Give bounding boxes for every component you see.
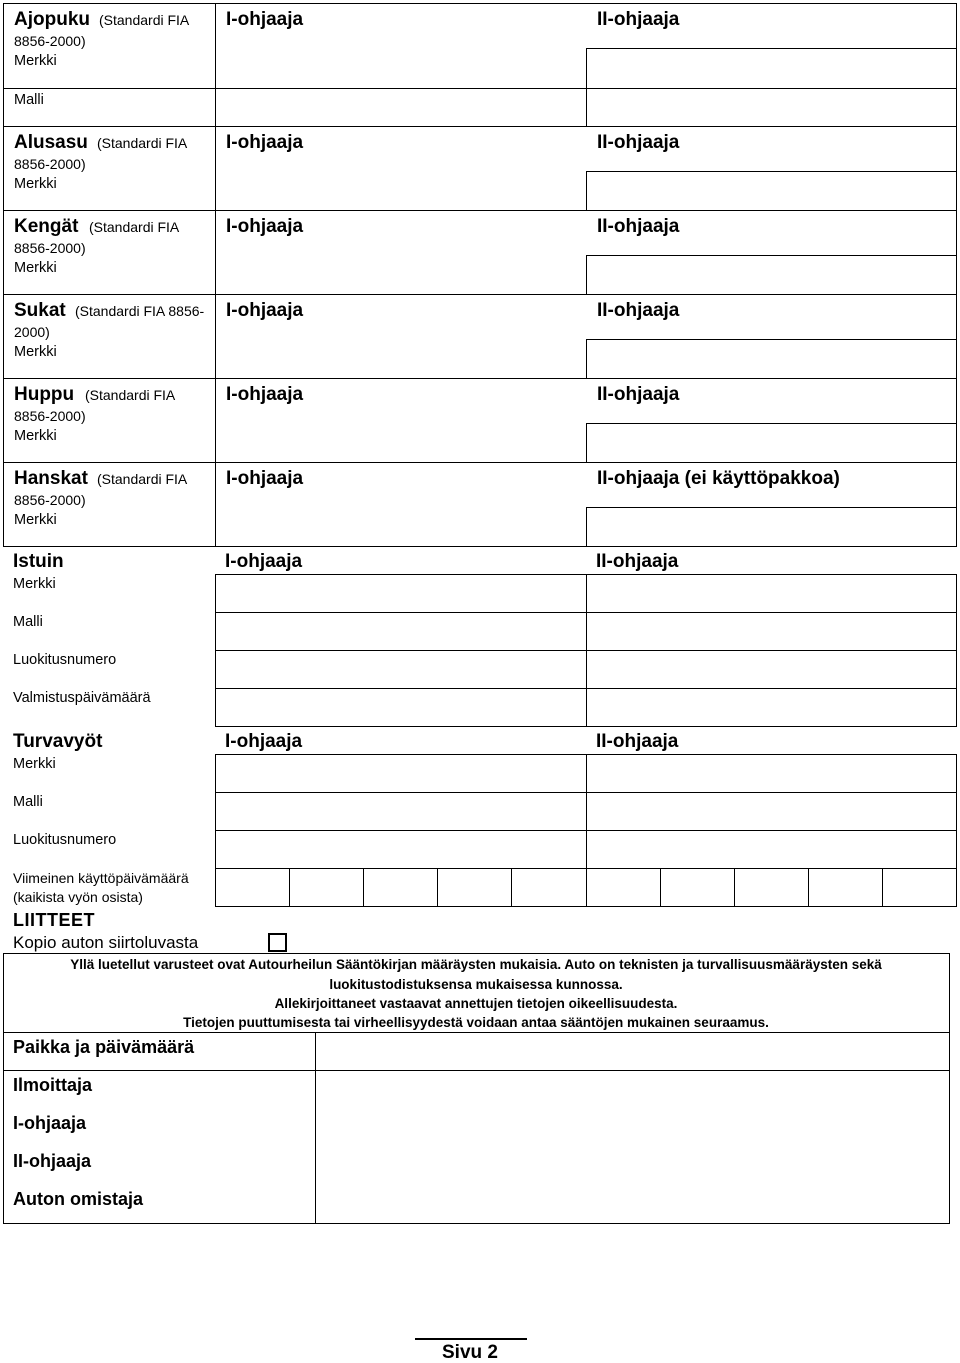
section-ajopuku [3, 3, 957, 126]
row-label-valmistuspaivamaara: Valmistuspäivämäärä [13, 690, 151, 706]
attachment-item-label: Kopio auton siirtoluvasta [13, 933, 199, 952]
driver2-header: II-ohjaaja [596, 551, 679, 572]
footer-rule [415, 1338, 527, 1340]
driver1-header: I-ohjaaja [226, 216, 304, 237]
row-label-merkki: Merkki [14, 260, 57, 276]
driver1-header: I-ohjaaja [225, 731, 303, 752]
driver1-header: I-ohjaaja [226, 384, 304, 405]
driver2-header: II-ohjaaja (ei käyttöpakkoa) [597, 468, 840, 489]
driver2-header: II-ohjaaja [597, 216, 680, 237]
section-title: Ajopuku [14, 9, 90, 30]
row-label-merkki: Merkki [14, 428, 57, 444]
signer-label-driver2: II-ohjaaja [13, 1151, 92, 1171]
section-title: Sukat [14, 300, 66, 321]
section-alusasu [3, 126, 957, 210]
section-standard-2: 8856-2000) [14, 33, 86, 49]
section-standard-2: 8856-2000) [14, 156, 86, 172]
section-standard: (Standardi FIA 8856- [75, 303, 205, 319]
belt-field-row[interactable] [215, 830, 957, 868]
row-label-luokitusnumero: Luokitusnumero [13, 832, 117, 848]
row-label-merkki: Merkki [14, 53, 57, 69]
last-use-date-boxes[interactable] [215, 868, 957, 906]
section-standard-2: 8856-2000) [14, 240, 86, 256]
seat-field-row[interactable] [215, 612, 957, 650]
seat-field-row[interactable] [215, 650, 957, 688]
seat-field-row[interactable] [215, 574, 957, 612]
row-label-merkki: Merkki [13, 756, 56, 772]
declaration-line-4: Tietojen puuttumisesta tai virheellisyydestä voidaan antaa sääntöjen mukainen seuraamus. [183, 1015, 769, 1030]
row-label-merkki: Merkki [13, 576, 56, 592]
page-number: Sivu 2 [442, 1342, 498, 1363]
driver1-header: I-ohjaaja [226, 9, 304, 30]
row-label-merkki: Merkki [14, 512, 57, 528]
driver2-header: II-ohjaaja [597, 384, 680, 405]
row-label-merkki: Merkki [14, 344, 57, 360]
last-use-label-2: (kaikista vyön osista) [13, 889, 143, 905]
row-label-malli: Malli [13, 614, 43, 630]
belt-field-row[interactable] [215, 754, 957, 792]
section-standard-2: 2000) [14, 324, 50, 340]
attachment-checkbox[interactable] [268, 933, 287, 952]
declaration-line-2: luokitustodistuksensa mukaisessa kunnossa. [329, 977, 623, 992]
driver2-header: II-ohjaaja [596, 731, 679, 752]
section-title: Kengät [14, 216, 79, 237]
belt-field-row[interactable] [215, 792, 957, 830]
belts-title: Turvavyöt [13, 731, 103, 752]
attachments-title: LIITTEET [13, 910, 95, 930]
section-title: Huppu [14, 384, 75, 405]
driver1-header: I-ohjaaja [226, 132, 304, 153]
section-standard-2: 8856-2000) [14, 408, 86, 424]
signature-field[interactable] [316, 1071, 949, 1223]
driver1-header: I-ohjaaja [226, 468, 304, 489]
seat-title: Istuin [13, 551, 64, 572]
row-label-merkki: Merkki [14, 176, 57, 192]
section-standard: (Standardi FIA [99, 12, 190, 28]
driver2-header: II-ohjaaja [597, 132, 680, 153]
section-standard-2: 8856-2000) [14, 492, 86, 508]
place-date-field[interactable] [316, 1033, 949, 1070]
section-standard: (Standardi FIA [97, 135, 188, 151]
section-standard: (Standardi FIA [89, 219, 180, 235]
place-date-label: Paikka ja päivämäärä [13, 1037, 195, 1057]
driver1-header: I-ohjaaja [226, 300, 304, 321]
section-sukat [3, 294, 957, 378]
seat-field-row[interactable] [215, 688, 957, 726]
row-label-luokitusnumero: Luokitusnumero [13, 652, 117, 668]
declaration-line-3: Allekirjoittaneet vastaavat annettujen tietojen oikeellisuudesta. [274, 996, 678, 1011]
section-standard: (Standardi FIA [97, 471, 188, 487]
driver2-header: II-ohjaaja [597, 9, 680, 30]
section-title: Hanskat [14, 468, 88, 489]
row-label-malli: Malli [14, 92, 44, 108]
driver2-header: II-ohjaaja [597, 300, 680, 321]
last-use-label: Viimeinen käyttöpäivämäärä [13, 870, 189, 886]
section-kengat [3, 210, 957, 294]
section-hanskat [3, 462, 957, 546]
driver1-header: I-ohjaaja [225, 551, 303, 572]
section-title: Alusasu [14, 132, 88, 153]
section-huppu [3, 378, 957, 462]
signer-label-owner: Auton omistaja [13, 1189, 144, 1209]
signer-label-driver1: I-ohjaaja [13, 1113, 87, 1133]
declaration-line-1: Yllä luetellut varusteet ovat Autourheilun Sääntökirjan määräysten mukaisia. Auto on teknisten ja turvallisuusmääräysten sekä [70, 957, 882, 972]
row-label-malli: Malli [13, 794, 43, 810]
signer-label-ilmoittaja: Ilmoittaja [13, 1075, 93, 1095]
section-standard: (Standardi FIA [85, 387, 176, 403]
